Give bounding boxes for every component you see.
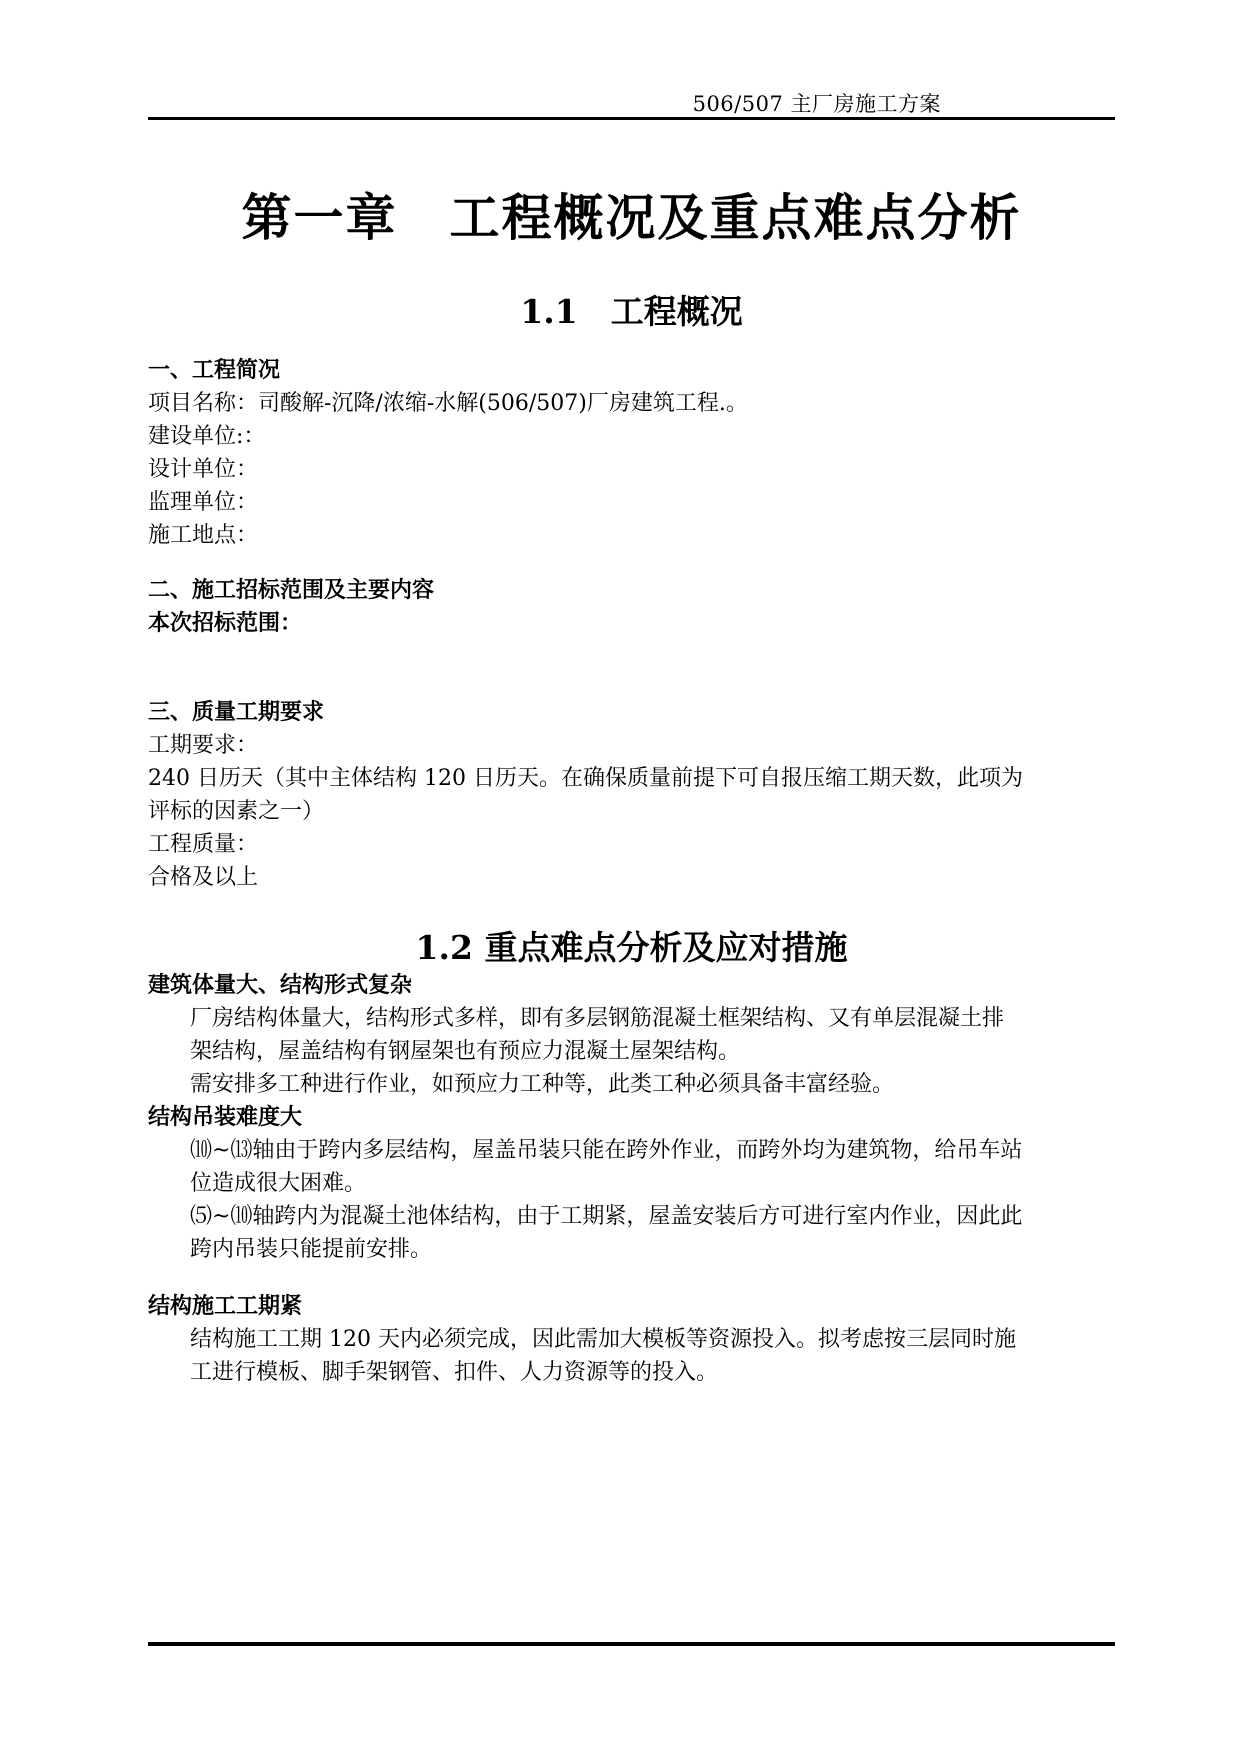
section-title-1-2: 1.2 重点难点分析及应对措施 (415, 928, 848, 967)
quality-label: 工程质量： (148, 832, 259, 857)
schedule-text-line-2: 评标的因素之一） (148, 799, 325, 824)
block2-line-1: ⑽~⒀轴由于跨内多层结构，屋盖吊装只能在跨外作业，而跨外均为建筑物，给吊车站 (190, 1138, 1023, 1163)
designer-line: 设计单位： (148, 457, 259, 482)
project-name-line: 项目名称：司酸解-沉降/浓缩-水解(506/507)厂房建筑工程.。 (148, 391, 748, 416)
block1-line-3: 需安排多工种进行作业，如预应力工种等，此类工种必须具备丰富经验。 (190, 1072, 895, 1097)
quality-schedule-block (148, 696, 1115, 894)
builder-line: 建设单位:： (148, 424, 266, 449)
part1-heading: 一、工程简况 (148, 358, 281, 383)
page-header: 506/507 主厂房施工方案 (692, 92, 941, 116)
supervisor-line: 监理单位： (148, 490, 259, 515)
part2-heading: 二、施工招标范围及主要内容 (148, 578, 435, 603)
block1-line-1: 厂房结构体量大，结构形式多样，即有多层钢筋混凝土框架结构、又有单层混凝土排 (190, 1006, 1005, 1031)
section-title-1-1: 1.1 工程概况 (520, 292, 743, 331)
block3-line-2: 工进行模板、脚手架钢管、扣件、人力资源等的投入。 (190, 1360, 719, 1385)
difficulty-block-2 (148, 1101, 1115, 1266)
project-overview-block (148, 354, 1115, 552)
schedule-text-line-1: 240 日历天（其中主体结构 120 日历天。在确保质量前提下可自报压缩工期天数，此项为 (148, 766, 1023, 791)
block2-line-2: 位造成很大困难。 (190, 1171, 367, 1196)
footer-divider (148, 1642, 1115, 1646)
block3-line-1: 结构施工工期 120 天内必须完成，因此需加大模板等资源投入。拟考虑按三层同时施 (190, 1327, 1016, 1352)
block2-line-4: 跨内吊装只能提前安排。 (190, 1237, 433, 1262)
block3-heading: 结构施工工期紧 (148, 1294, 303, 1319)
block2-heading: 结构吊装难度大 (148, 1105, 303, 1130)
bid-scope-block (148, 574, 1115, 640)
header-divider (148, 117, 1115, 120)
site-location-line: 施工地点： (148, 523, 259, 548)
part3-heading: 三、质量工期要求 (148, 700, 325, 725)
quality-text: 合格及以上 (148, 865, 259, 890)
block1-line-2: 架结构，屋盖结构有钢屋架也有预应力混凝土屋架结构。 (190, 1039, 741, 1064)
part2-subheading: 本次招标范围： (148, 611, 303, 636)
difficulty-block-1 (148, 969, 1115, 1101)
difficulty-block-3 (148, 1290, 1115, 1389)
schedule-label: 工期要求： (148, 733, 259, 758)
block1-heading: 建筑体量大、结构形式复杂 (148, 973, 413, 998)
chapter-title: 第一章 工程概况及重点难点分析 (241, 188, 1022, 247)
block2-line-3: ⑸~⑽轴跨内为混凝土池体结构，由于工期紧，屋盖安装后方可进行室内作业，因此此 (190, 1204, 1023, 1229)
